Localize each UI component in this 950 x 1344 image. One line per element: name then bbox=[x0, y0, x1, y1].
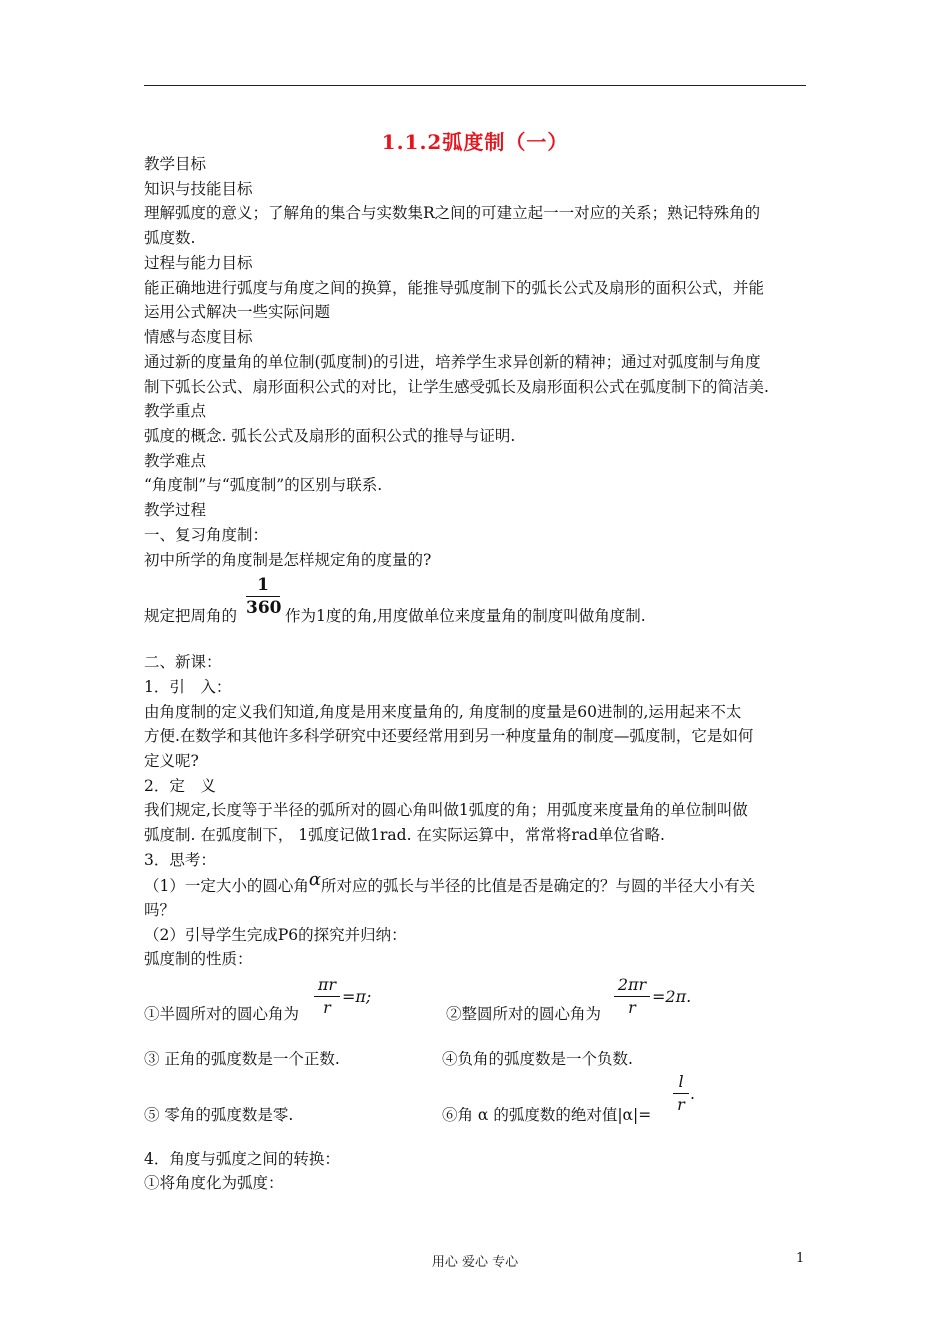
header-rule bbox=[144, 85, 806, 86]
property-4: ④负角的弧度数是一个负数. bbox=[442, 1050, 633, 1068]
degree-definition-before: 规定把周角的 bbox=[144, 607, 238, 625]
fraction-bar bbox=[673, 1093, 689, 1094]
section-4-item-1: ①将角度化为弧度： bbox=[144, 1174, 284, 1192]
property-6: ⑥角 α 的弧度数的绝对值|α|= bbox=[442, 1106, 652, 1124]
text-line: 一、复习角度制： bbox=[144, 526, 269, 544]
fraction-l-over-r bbox=[673, 1072, 689, 1115]
fraction-denominator: r bbox=[628, 998, 636, 1017]
property-2: ②整圆所对的圆心角为 bbox=[446, 1005, 602, 1023]
text-line: 定义呢? bbox=[144, 752, 199, 770]
text-line: 教学难点 bbox=[144, 452, 207, 470]
property-1: ①半圆所对的圆心角为 bbox=[144, 1005, 300, 1023]
text-line: 弧度制. 在弧度制下， 1弧度记做1rad. 在实际运算中，常常将rad单位省略. bbox=[144, 826, 665, 844]
footer-slogan: 用心 爱心 专心 bbox=[431, 1255, 519, 1270]
think-question-2: （2）引导学生完成P6的探究并归纳： bbox=[144, 926, 407, 944]
fraction-numerator: 1 bbox=[257, 575, 269, 595]
property-5: ⑤ 零角的弧度数是零. bbox=[144, 1106, 294, 1124]
page-number: 1 bbox=[796, 1251, 805, 1266]
text-line: 教学过程 bbox=[144, 501, 207, 519]
text-line: 教学目标 bbox=[144, 155, 207, 173]
fraction-denominator: 360 bbox=[246, 598, 282, 618]
think-question-1-before: （1）一定大小的圆心角 bbox=[144, 877, 309, 895]
text-line: “角度制”与“弧度制”的区别与联系. bbox=[144, 476, 383, 494]
text-line: 方便.在数学和其他许多科学研究中还要经常用到另一种度量角的制度—弧度制，它是如何 bbox=[144, 727, 754, 745]
fraction-bar bbox=[246, 596, 280, 597]
fraction-bar bbox=[314, 996, 340, 997]
fraction-numerator: πr bbox=[317, 975, 337, 994]
fraction-numerator: l bbox=[678, 1072, 684, 1091]
degree-definition bbox=[144, 605, 237, 627]
page-title: 1.1.2弧度制（一） bbox=[381, 130, 569, 154]
property-6-end: . bbox=[690, 1085, 695, 1103]
fraction-bar bbox=[614, 996, 650, 997]
fraction-pi-r-over-r bbox=[314, 975, 340, 1018]
text-line: 过程与能力目标 bbox=[144, 254, 253, 272]
text-line: 二、新课： bbox=[144, 653, 222, 671]
text-line: 初中所学的角度制是怎样规定角的度量的? bbox=[144, 551, 432, 569]
text-line: 运用公式解决一些实际问题 bbox=[144, 303, 331, 321]
text-line: 能正确地进行弧度与角度之间的换算，能推导弧度制下的弧长公式及扇形的面积公式，并能 bbox=[144, 279, 765, 297]
text-line: 知识与技能目标 bbox=[144, 180, 253, 198]
text-line: 理解弧度的意义；了解角的集合与实数集R之间的可建立起一一对应的关系；熟记特殊角的 bbox=[144, 204, 761, 222]
think-question-1-after: 所对应的弧长与半径的比值是否是确定的？与圆的半径大小有关 bbox=[321, 877, 756, 895]
property-2-result: =2π. bbox=[652, 987, 692, 1006]
fraction-2pi-r-over-r bbox=[614, 975, 650, 1018]
property-3: ③ 正角的弧度数是一个正数. bbox=[144, 1050, 340, 1068]
fraction-denominator: r bbox=[677, 1095, 685, 1114]
property-1-result: =π; bbox=[342, 987, 372, 1006]
text-line: 制下弧长公式、扇形面积公式的对比，让学生感受弧长及扇形面积公式在弧度制下的简洁美. bbox=[144, 378, 769, 396]
text-line: 弧度的概念. 弧长公式及扇形的面积公式的推导与证明. bbox=[144, 427, 516, 445]
text-line: 我们规定,长度等于半径的弧所对的圆心角叫做1弧度的角；用弧度来度量角的单位制叫做 bbox=[144, 801, 748, 819]
section-4-heading: 4．角度与弧度之间的转换： bbox=[144, 1150, 340, 1168]
fraction-numerator: 2πr bbox=[617, 975, 647, 994]
text-line: 2．定 义 bbox=[144, 777, 216, 795]
text-line: 弧度数. bbox=[144, 229, 196, 247]
fraction-1-360 bbox=[246, 575, 280, 618]
text-line: 1．引 入： bbox=[144, 678, 232, 696]
degree-definition-after: 作为1度的角,用度做单位来度量角的制度叫做角度制. bbox=[285, 607, 646, 625]
properties-title: 弧度制的性质： bbox=[144, 950, 253, 968]
fraction-denominator: r bbox=[323, 998, 331, 1017]
text-line: 由角度制的定义我们知道,角度是用来度量角的, 角度制的度量是60进制的,运用起来不太 bbox=[144, 703, 742, 721]
alpha-symbol: α bbox=[308, 869, 322, 890]
text-line: 3．思考： bbox=[144, 851, 216, 869]
think-question-1-cont: 吗？ bbox=[144, 901, 176, 919]
think-question-1 bbox=[144, 869, 756, 897]
text-line: 情感与态度目标 bbox=[144, 328, 253, 346]
text-line: 教学重点 bbox=[144, 402, 207, 420]
text-line: 通过新的度量角的单位制(弧度制)的引进，培养学生求异创新的精神；通过对弧度制与角度 bbox=[144, 353, 761, 371]
